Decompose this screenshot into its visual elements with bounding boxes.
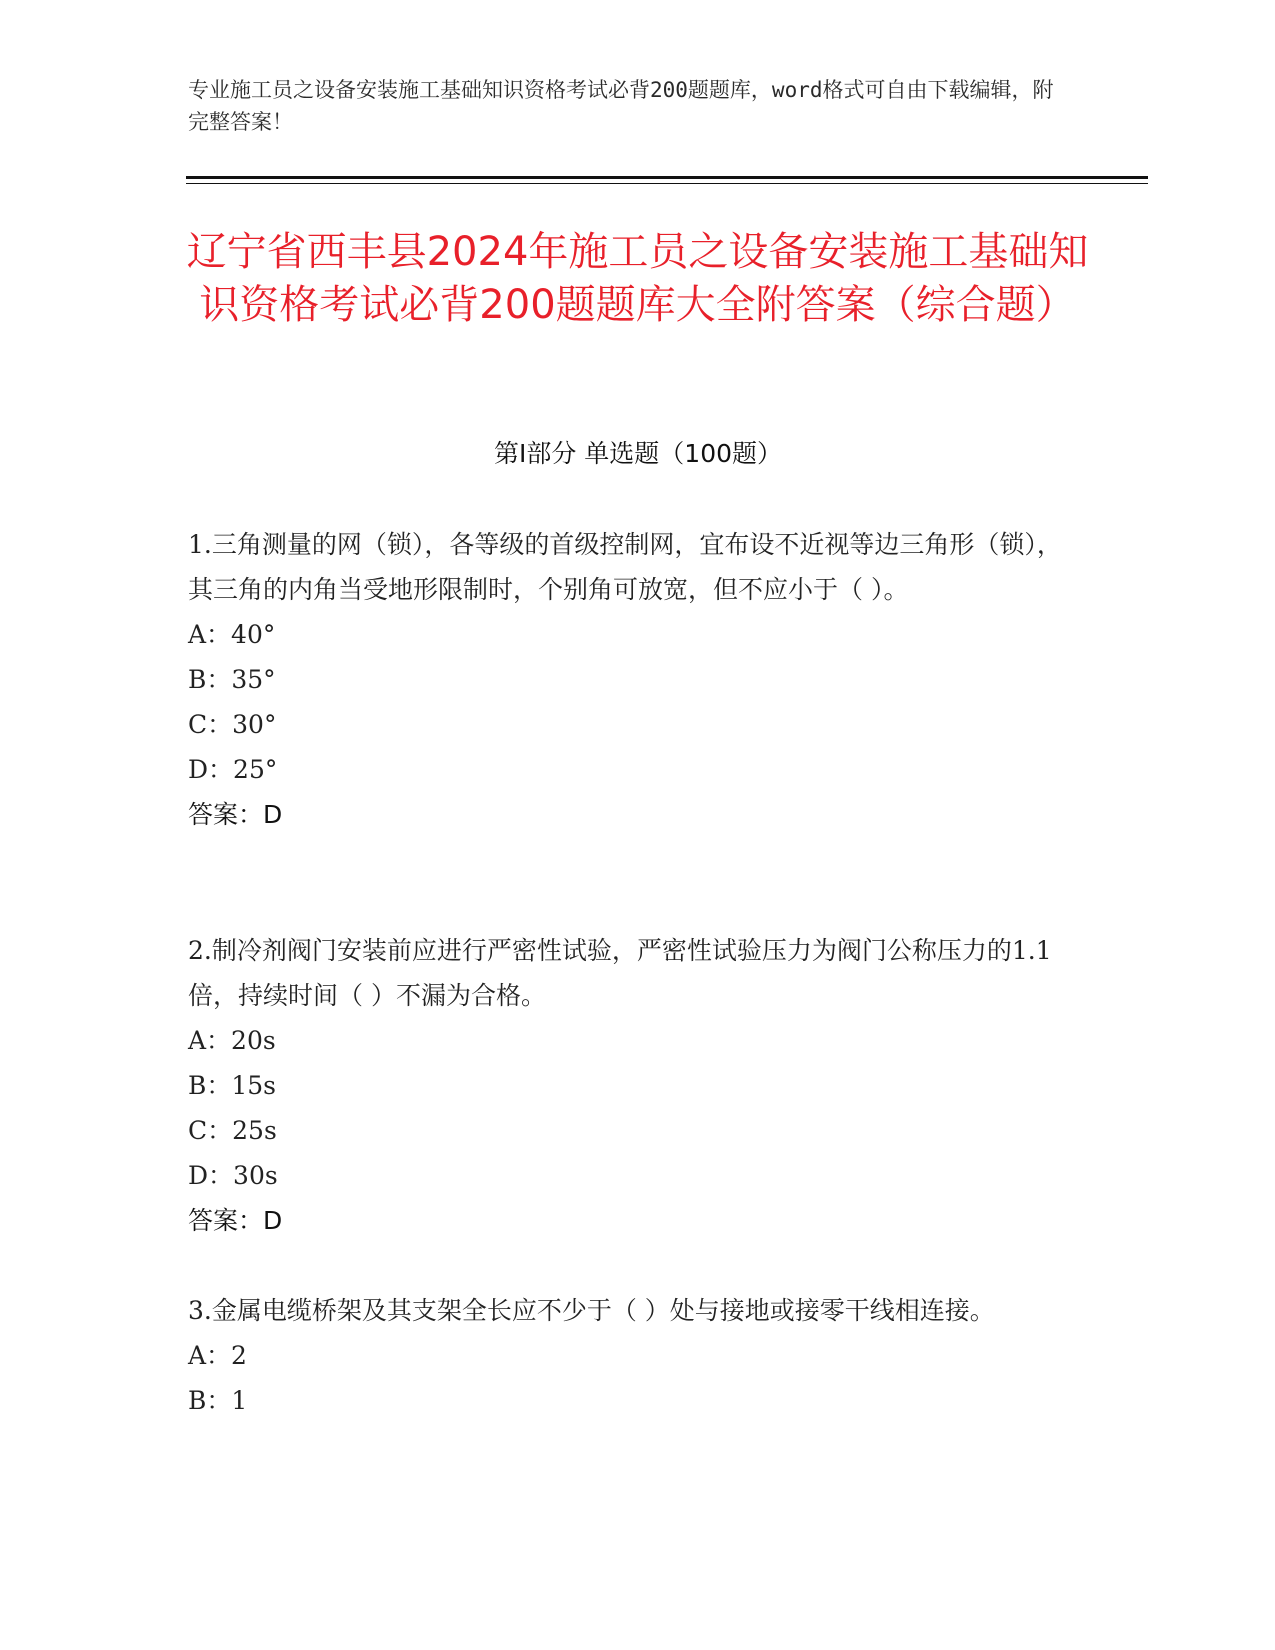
option-a: A：40°	[188, 620, 276, 649]
header-note: 专业施工员之设备安装施工基础知识资格考试必背200题题库，word格式可自由下载编辑，附完整答案！	[188, 78, 1054, 134]
option-c: C：25s	[188, 1116, 277, 1145]
option-c: C：30°	[188, 710, 277, 739]
question-stem: 2.制冷剂阀门安装前应进行严密性试验，严密性试验压力为阀门公称压力的1.1倍，持续时间（ ）不漏为合格。	[188, 936, 1052, 1010]
question-stem: 3.金属电缆桥架及其支架全长应不少于（ ）处与接地或接零干线相连接。	[188, 1296, 995, 1325]
section-heading: 第Ⅰ部分 单选题（100题）	[493, 439, 783, 468]
option-b: B：35°	[188, 665, 276, 694]
question-3	[188, 1288, 1068, 1423]
question-2	[188, 928, 1068, 1243]
document-title: 辽宁省西丰县2024年施工员之设备安装施工基础知识资格考试必背200题题库大全附答案（综合题）	[186, 229, 1089, 328]
question-1	[188, 522, 1068, 837]
option-d: D：25°	[188, 755, 278, 784]
answer-line: 答案：D	[188, 800, 283, 829]
option-b: B：15s	[188, 1071, 277, 1100]
option-a: A：2	[188, 1341, 247, 1370]
answer-line: 答案：D	[188, 1206, 283, 1235]
header-rule-thick	[186, 176, 1148, 179]
option-b: B：1	[188, 1386, 248, 1415]
option-d: D：30s	[188, 1161, 278, 1190]
option-a: A：20s	[188, 1026, 276, 1055]
header-rule-thin	[186, 183, 1148, 184]
question-stem: 1.三角测量的网（锁），各等级的首级控制网，宜布设不近视等边三角形（锁），其三角的内角当受地形限制时，个别角可放宽，但不应小于（ ）。	[188, 530, 1062, 604]
